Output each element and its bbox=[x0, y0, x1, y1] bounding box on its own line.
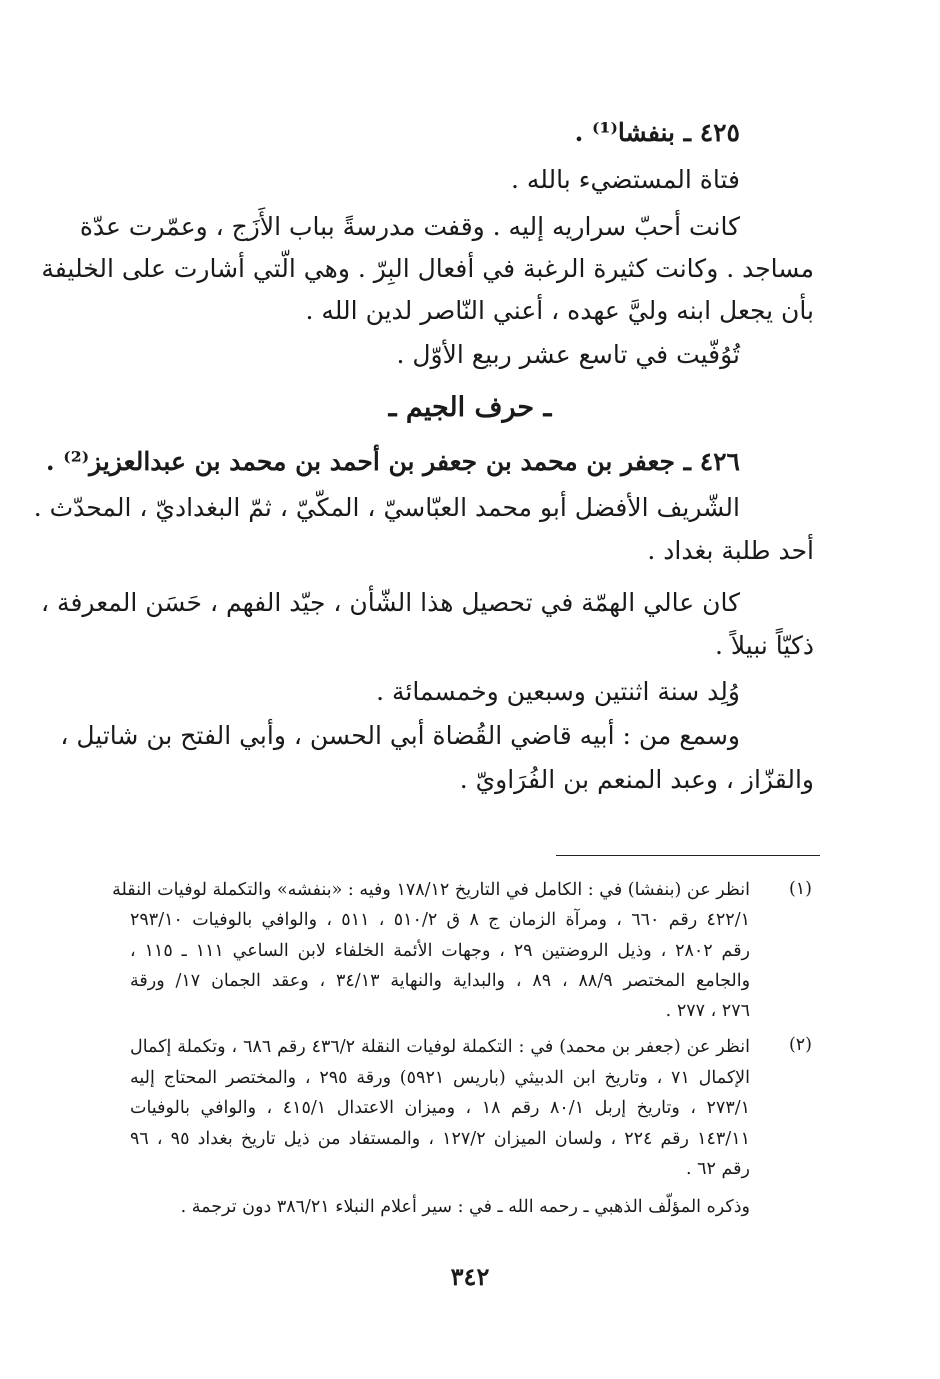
entry-425-line-5: تُوُفّيت في تاسع عشر ربيع الأوّل . bbox=[396, 340, 740, 369]
footnote-2-line-1: انظر عن (جعفر بن محمد) في : التكملة لوفيات النقلة ٤٣٦/٢ رقم ٦٨٦ ، وتكملة إكمال bbox=[130, 1037, 750, 1057]
section-heading: ـ حرف الجيم ـ bbox=[388, 392, 552, 423]
footnote-1-line-2: ٤٢٢/١ رقم ٦٦٠ ، ومرآة الزمان ج ٨ ق ٥١٠/٢ ، ٥١١ ، والوافي بالوفيات ٢٩٣/١٠ bbox=[130, 910, 750, 930]
footnote-1-number: (١) bbox=[788, 879, 812, 899]
entry-426-title: ٤٢٦ ـ جعفر بن محمد بن جعفر بن أحمد بن محمد بن عبدالعزيز⁽²⁾ . bbox=[45, 447, 740, 476]
footnote-1-line-3: رقم ٢٨٠٢ ، وذيل الروضتين ٢٩ ، وجهات الأئمة الخلفاء لابن الساعي ١١١ ـ ١١٥ ، bbox=[130, 941, 751, 961]
entry-426-line-5: وُلِد سنة اثنتين وسبعين وخمسمائة . bbox=[376, 677, 740, 706]
entry-425-line-1: فتاة المستضيء بالله . bbox=[510, 165, 740, 194]
entry-425-title: ٤٢٥ ـ بنفشا⁽¹⁾ . bbox=[574, 118, 740, 147]
footnote-2-line-4: ١٤٣/١١ رقم ٢٢٤ ، ولسان الميزان ١٢٧/٢ ، والمستفاد من ذيل تاريخ بغداد ٩٥ ، ٩٦ bbox=[130, 1129, 750, 1149]
entry-426-line-7: والقزّاز ، وعبد المنعم بن الفُرَاويّ . bbox=[459, 765, 814, 794]
footnote-2-line-2: الإكمال ٧١ ، وتاريخ ابن الدبيثي (باريس ٥٩٢١) ورقة ٢٩٥ ، والمختصر المحتاج إليه bbox=[130, 1068, 750, 1088]
entry-426-line-1: الشّريف الأفضل أبو محمد العبّاسيّ ، المكّيّ ، ثمّ البغداديّ ، المحدّث . bbox=[33, 493, 740, 522]
footnote-2-line-5: رقم ٦٢ . bbox=[686, 1159, 750, 1179]
entry-425-line-4: بأن يجعل ابنه وليَّ عهده ، أعني النّاصر لدين الله . bbox=[305, 296, 814, 325]
entry-426-line-4: ذكيّاً نبيلاً . bbox=[715, 631, 814, 660]
entry-425-line-2: كانت أحبّ سراريه إليه . وقفت مدرسةً بباب الأَزَج ، وعمّرت عدّة bbox=[79, 212, 740, 241]
entry-426-line-3: كان عالي الهمّة في تحصيل هذا الشّأن ، جيّد الفهم ، حَسَن المعرفة ، bbox=[41, 588, 740, 617]
footnote-2-number: (٢) bbox=[788, 1035, 812, 1055]
page-number: ٣٤٢ bbox=[450, 1262, 490, 1291]
footnote-2-line-3: ٢٧٣/١ ، وتاريخ إربل ٨٠/١ رقم ١٨ ، وميزان الاعتدال ٤١٥/١ ، والوافي بالوفيات bbox=[130, 1098, 751, 1118]
footnote-2-line-6: وذكره المؤلّف الذهبي ـ رحمه الله ـ في : سير أعلام النبلاء ٣٨٦/٢١ دون ترجمة . bbox=[180, 1197, 750, 1217]
footnote-separator bbox=[556, 855, 820, 856]
entry-426-line-6: وسمع من : أبيه قاضي القُضاة أبي الحسن ، وأبي الفتح بن شاتيل ، bbox=[60, 721, 740, 750]
footnote-1-line-5: ٢٧٦ ، ٢٧٧ . bbox=[665, 1001, 750, 1021]
footnote-1-line-1: انظر عن (بنفشا) في : الكامل في التاريخ ١٧٨/١٢ وفيه : «بنفشه» والتكملة لوفيات النقلة bbox=[112, 880, 750, 900]
entry-425-line-3: مساجد . وكانت كثيرة الرغبة في أفعال البِرّ . وهي الّتي أشارت على الخليفة bbox=[41, 254, 814, 283]
footnote-1-line-4: والجامع المختصر ٨٨/٩ ، ٨٩ ، والبداية والنهاية ٣٤/١٣ ، وعقد الجمان ١٧/ ورقة bbox=[130, 971, 751, 991]
entry-426-line-2: أحد طلبة بغداد . bbox=[647, 536, 814, 565]
